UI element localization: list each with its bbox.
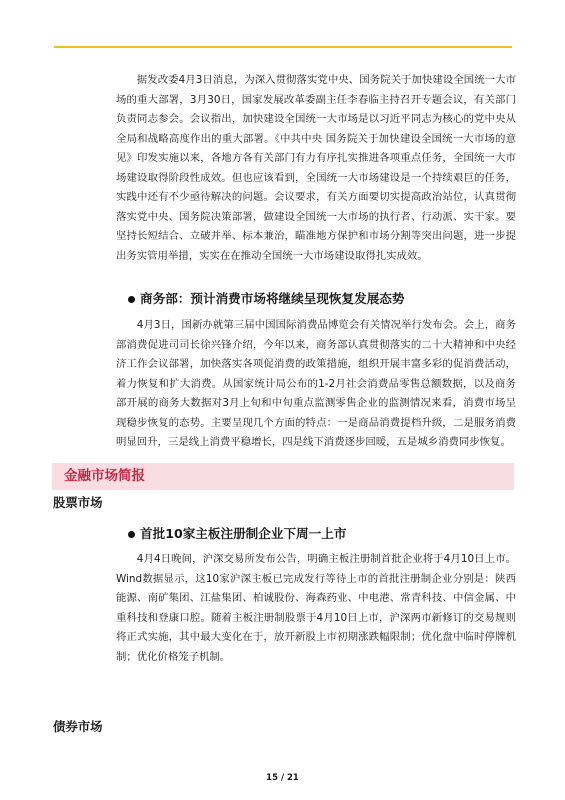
header-rule (54, 46, 512, 48)
main-board-paragraph: 4月4日晚间，沪深交易所发布公告，明确主板注册制首批企业将于4月10日上市。Wind数据显示，这10家沪深主板已完成发行等待上市的首批注册制企业分别是：陕西能源、南矿集团、江盐集团、柏诚股份、海森药业、中电港、常青科技、中信金属、中重科技和登康口腔。随着主板注册制股票于4月10日上市，沪深两市新修订的交易规则将正式实施，其中最大变化在于，放开新股上市初期涨跌幅限制；优化盘中临时停牌机制；优化价格笼子机制。 (116, 553, 516, 663)
bond-market-heading: 债券市场 (53, 719, 103, 734)
bullet-icon (128, 296, 135, 303)
stock-market-heading: 股票市场 (53, 495, 103, 510)
section-title: 金融市场简报 (64, 468, 145, 484)
consumption-paragraph: 4月3日，国新办就第三届中国国际消费品博览会有关情况举行发布会。会上，商务部消费促进司司长徐兴锋介绍，今年以来，商务部认真贯彻落实的二十大精神和中央经济工作会议部署，加快落实各项促消费的政策措施，组织开展丰富多彩的促消费活动，着力恢复和扩大消费。从国家统计局公布的1-2月社会消费品零售总额数据，以及商务部开展的商务大数据对3月上旬和中旬重点监测零售企业的监测情况来看，消费市场呈现稳步恢复的态势。主要呈现几个方面的特点：一是商品消费提档升级，二是服务消费明显回升，三是线上消费平稳增长，四是线下消费逐步回暖，五是城乡消费同步恢复。 (116, 319, 516, 448)
consumption-heading: 商务部：预计消费市场将继续呈现恢复发展态势 (140, 291, 405, 306)
page-number: 15 / 21 (266, 773, 299, 783)
bullet-icon (128, 531, 135, 538)
section-band (52, 463, 514, 490)
main-board-heading: 首批10家主板注册制企业下周一上市 (140, 526, 347, 541)
unified-market-paragraph: 据发改委4月3日消息，为深入贯彻落实党中央、国务院关于加快建设全国统一大市场的重大部署，3月30日，国家发展改革委副主任李春临主持召开专题会议，有关部门负责同志参会。会议指出，加快建设全国统一大市场是以习近平同志为核心的党中央从全局和战略高度作出的重大部署。《中共中央 国务院关于加快建设全国统一大市场的意见》印发实施以来，各地方各有关部门有力有序扎实推进各项重点任务，全国统一大市场建设取得阶段性成效。但也应该看到，全国统一大市场建设是一个持续艰巨的任务，实践中还有不少亟待解决的问题。会议要求，有关方面要切实提高政治站位，认真贯彻落实党中央、国务院决策部署，做建设全国统一大市场的执行者、行动派、实干家。要坚持长短结合、立破并举、标本兼治，瞄准地方保护和市场分割等突出问题，进一步提出务实管用举措，实实在在推动全国统一大市场建设取得扎实成效。 (116, 74, 516, 262)
